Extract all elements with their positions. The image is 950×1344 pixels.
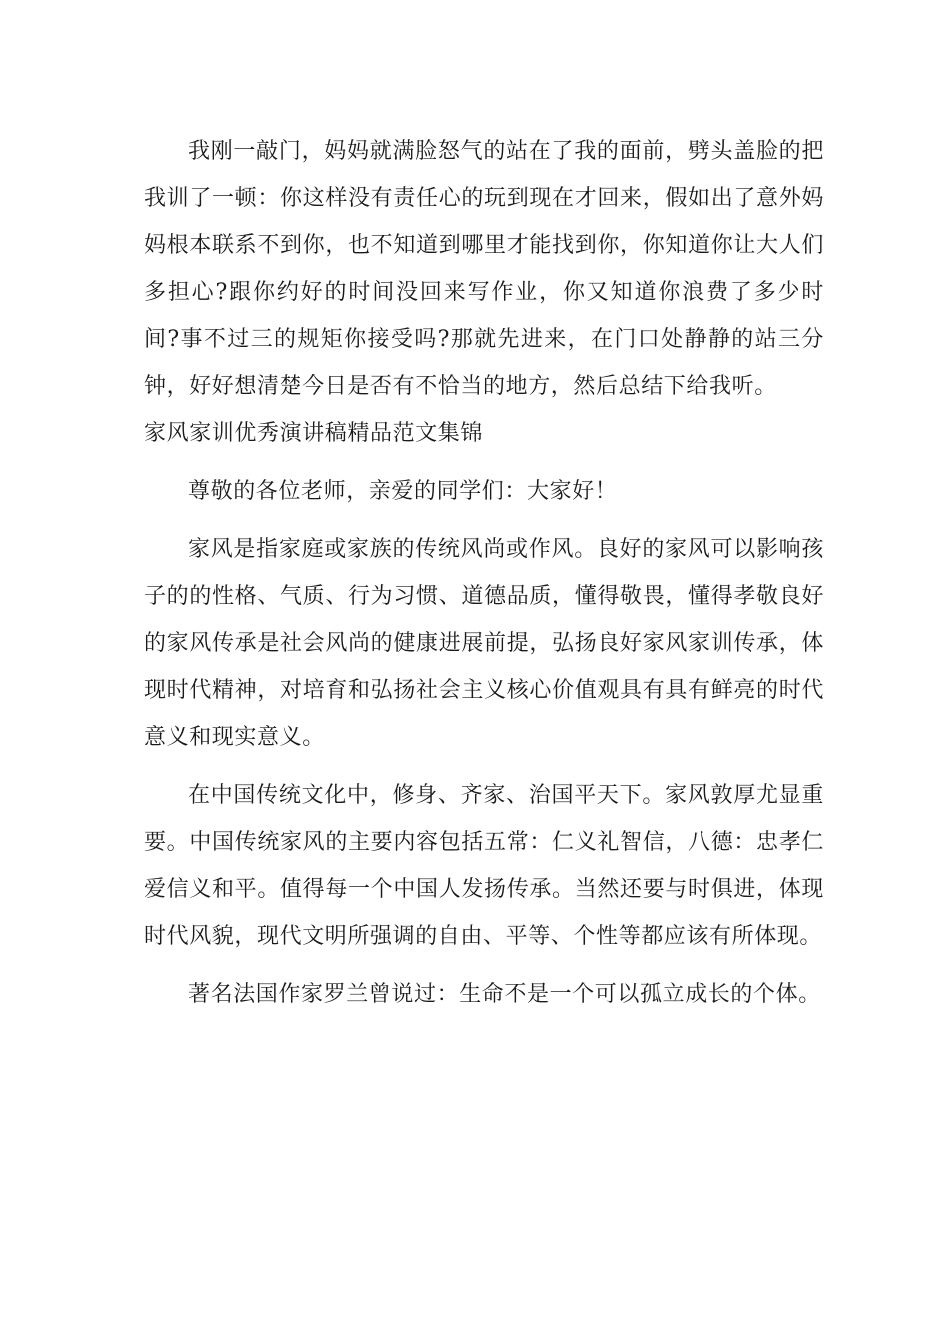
paragraph-family-style: 家风是指家庭或家族的传统风尚或作风。良好的家风可以影响孩子的的性格、气质、行为习惯、道德品质，懂得敬畏，懂得孝敬良好的家风传承是社会风尚的健康进展前提，弘扬良好家风家训传承，体现时代精神，对培育和弘扬社会主义核心价值观具有具有鲜亮的时代意义和现实意义。 xyxy=(144,537,824,750)
paragraph-rolland-quote: 著名法国作家罗兰曾说过：生命不是一个可以孤立成长的个体。 xyxy=(188,982,821,1007)
paragraph-greeting: 尊敬的各位老师，亲爱的同学们：大家好！ xyxy=(188,479,618,504)
paragraph-traditional-culture: 在中国传统文化中，修身、齐家、治国平天下。家风敦厚尤显重要。中国传统家风的主要内容包括五常：仁义礼智信，八德：忠孝仁爱信义和平。值得每一个中国人发扬传承。当然还要与时俱进，体现时代风貌，现代文明所强调的自由、平等、个性等都应该有所体现。 xyxy=(144,783,824,949)
document-body xyxy=(144,128,824,1018)
document-title: 家风家训优秀演讲稿精品范文集锦 xyxy=(144,421,484,446)
paragraph-scolding: 我刚一敲门，妈妈就满脸怒气的站在了我的面前，劈头盖脸的把我训了一顿：你这样没有责任心的玩到现在才回来，假如出了意外妈妈根本联系不到你，也不知道到哪里才能找到你，你知道你让大人们多担心?跟你约好的时间没回来写作业，你又知道你浪费了多少时间?事不过三的规矩你接受吗?那就先进来，在门口处静静的站三分钟，好好想清楚今日是否有不恰当的地方，然后总结下给我听。 xyxy=(144,139,824,399)
